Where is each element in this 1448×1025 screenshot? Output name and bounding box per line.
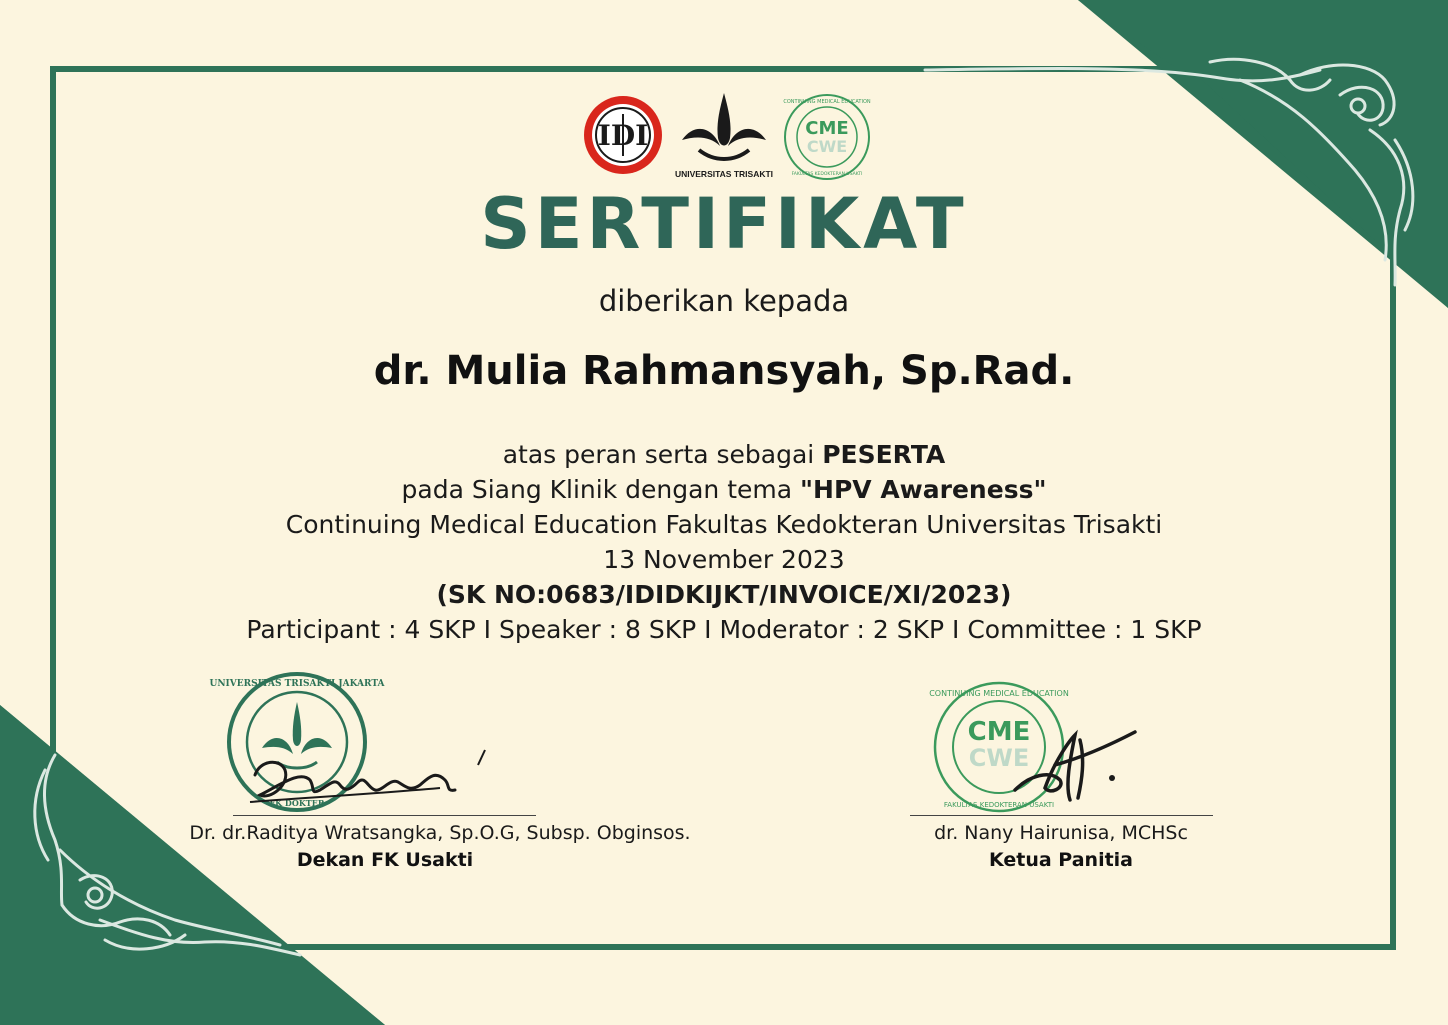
- svg-text:CONTINUING MEDICAL EDUCATION: CONTINUING MEDICAL EDUCATION: [783, 99, 871, 105]
- dean-signature: [240, 740, 500, 820]
- dean-name: Dr. dr.Raditya Wratsangka, Sp.O.G, Subsp. Obginsos.: [189, 822, 691, 844]
- event-date: 13 November 2023: [603, 545, 845, 574]
- svg-text:FAKULTAS KEDOKTERAN USAKTI: FAKULTAS KEDOKTERAN USAKTI: [943, 801, 1055, 809]
- certificate-title: SERTIFIKAT: [480, 183, 968, 265]
- svg-text:CONTINUING MEDICAL EDUCATION: CONTINUING MEDICAL EDUCATION: [929, 689, 1069, 698]
- organizer-line: Continuing Medical Education Fakultas Kedokteran Universitas Trisakti: [285, 510, 1163, 539]
- event-line: [0, 475, 1448, 504]
- svg-text:CWE: CWE: [968, 744, 1030, 772]
- svg-text:FK DOKTER: FK DOKTER: [269, 798, 325, 808]
- dean-title: Dekan FK Usakti: [296, 849, 474, 871]
- role-prefix: atas peran serta sebagai: [502, 440, 823, 469]
- idi-logo-icon: [582, 94, 664, 176]
- logo-row: [582, 88, 872, 183]
- signature-line-right: [910, 815, 1213, 816]
- chair-title: Ketua Panitia: [988, 849, 1133, 871]
- recipient-name: dr. Mulia Rahmansyah, Sp.Rad.: [373, 348, 1075, 394]
- role-line: [0, 440, 1448, 469]
- given-to-label: diberikan kepada: [598, 284, 850, 318]
- signature-line-left: [233, 815, 536, 816]
- svg-text:CME: CME: [967, 717, 1031, 747]
- svg-text:FAKULTAS KEDOKTERAN USAKTI: FAKULTAS KEDOKTERAN USAKTI: [791, 172, 863, 177]
- event-theme: "HPV Awareness": [800, 475, 1047, 504]
- sk-number: (SK NO:0683/IDIDKIJKT/INVOICE/XI/2023): [436, 580, 1012, 609]
- svg-text:UNIVERSITAS TRISAKTI JAKARTA: UNIVERSITAS TRISAKTI JAKARTA: [209, 679, 385, 689]
- svg-text:IDI: IDI: [597, 119, 649, 152]
- svg-text:CWE: CWE: [806, 137, 848, 156]
- event-prefix: pada Siang Klinik dengan tema: [401, 475, 801, 504]
- trisakti-logo-icon: [674, 88, 774, 183]
- cme-logo-icon: [782, 92, 872, 182]
- svg-text:CME: CME: [805, 118, 849, 139]
- role-value: PESERTA: [822, 440, 946, 469]
- svg-text:UNIVERSITAS TRISAKTI: UNIVERSITAS TRISAKTI: [674, 169, 774, 179]
- chair-signature: [1000, 720, 1150, 815]
- chair-name: dr. Nany Hairunisa, MCHSc: [934, 822, 1188, 844]
- skp-line: Participant : 4 SKP I Speaker : 8 SKP I Moderator : 2 SKP I Committee : 1 SKP: [246, 615, 1202, 644]
